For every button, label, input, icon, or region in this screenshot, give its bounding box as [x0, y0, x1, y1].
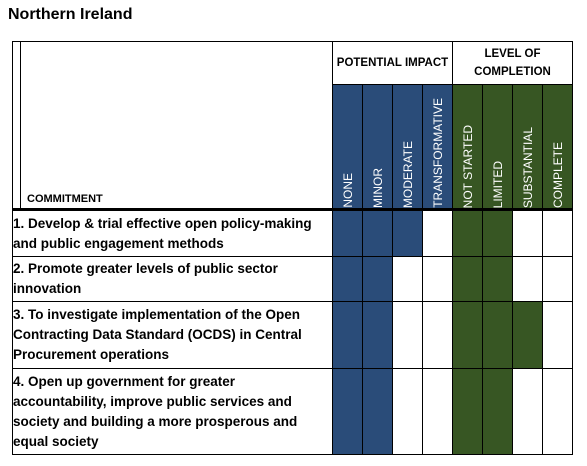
commitment-label: 2. Promote greater levels of public sector innovation [13, 257, 333, 302]
impact-cell [333, 257, 363, 302]
commitment-label: 4. Open up government for greater accountability, improve public services and society and building a more prosperous and equal society [13, 369, 333, 455]
header-inner-rule [20, 42, 21, 208]
impact-cell [363, 302, 393, 369]
impact-cell [423, 210, 453, 257]
completion-cell [483, 369, 513, 455]
impact-col-label: MODERATE [400, 140, 415, 208]
impact-cell [393, 302, 423, 369]
commitment-label: 1. Develop & trial effective open policy-making and public engagement methods [13, 210, 333, 257]
table-row [13, 302, 573, 369]
completion-cell [543, 210, 573, 257]
impact-col-label: TRANSFORMATIVE [430, 98, 445, 208]
table-row [13, 257, 573, 302]
level-of-completion-header: LEVEL OF COMPLETION [453, 42, 573, 85]
impact-col-none [333, 85, 363, 210]
page-title: Northern Ireland [8, 6, 133, 23]
impact-col-transformative [423, 85, 453, 210]
impact-col-moderate [393, 85, 423, 210]
potential-impact-header: POTENTIAL IMPACT [333, 42, 453, 85]
completion-cell [513, 302, 543, 369]
completion-col-label: LIMITED [490, 160, 505, 208]
impact-cell [333, 302, 363, 369]
completion-col-limited [483, 85, 513, 210]
impact-cell [333, 210, 363, 257]
completion-cell [543, 257, 573, 302]
completion-cell [513, 257, 543, 302]
completion-cell [513, 369, 543, 455]
completion-cell [453, 369, 483, 455]
completion-col-complete [543, 85, 573, 210]
commitment-table [12, 41, 573, 455]
commitment-header-label: COMMITMENT [27, 193, 103, 205]
commitment-label: 3. To investigate implementation of the Open Contracting Data Standard (OCDS) in Central Procurement operations [13, 302, 333, 369]
impact-cell [333, 369, 363, 455]
impact-cell [423, 369, 453, 455]
impact-cell [363, 210, 393, 257]
completion-col-label: SUBSTANTIAL [520, 126, 535, 208]
impact-cell [363, 369, 393, 455]
completion-col-label: COMPLETE [550, 141, 565, 208]
impact-cell [423, 302, 453, 369]
completion-cell [453, 210, 483, 257]
completion-col-not-started [453, 85, 483, 210]
completion-cell [543, 302, 573, 369]
table-row [13, 369, 573, 455]
impact-col-label: MINOR [370, 168, 385, 208]
impact-cell [393, 257, 423, 302]
completion-col-label: NOT STARTED [460, 124, 475, 208]
impact-col-label: NONE [340, 173, 355, 208]
completion-cell [453, 257, 483, 302]
completion-cell [543, 369, 573, 455]
commitment-header [13, 42, 333, 210]
completion-cell [483, 210, 513, 257]
completion-cell [513, 210, 543, 257]
completion-col-substantial [513, 85, 543, 210]
impact-cell [393, 369, 423, 455]
table-row [13, 210, 573, 257]
impact-col-minor [363, 85, 393, 210]
completion-cell [483, 302, 513, 369]
completion-cell [453, 302, 483, 369]
completion-cell [483, 257, 513, 302]
impact-cell [393, 210, 423, 257]
impact-cell [363, 257, 393, 302]
impact-cell [423, 257, 453, 302]
